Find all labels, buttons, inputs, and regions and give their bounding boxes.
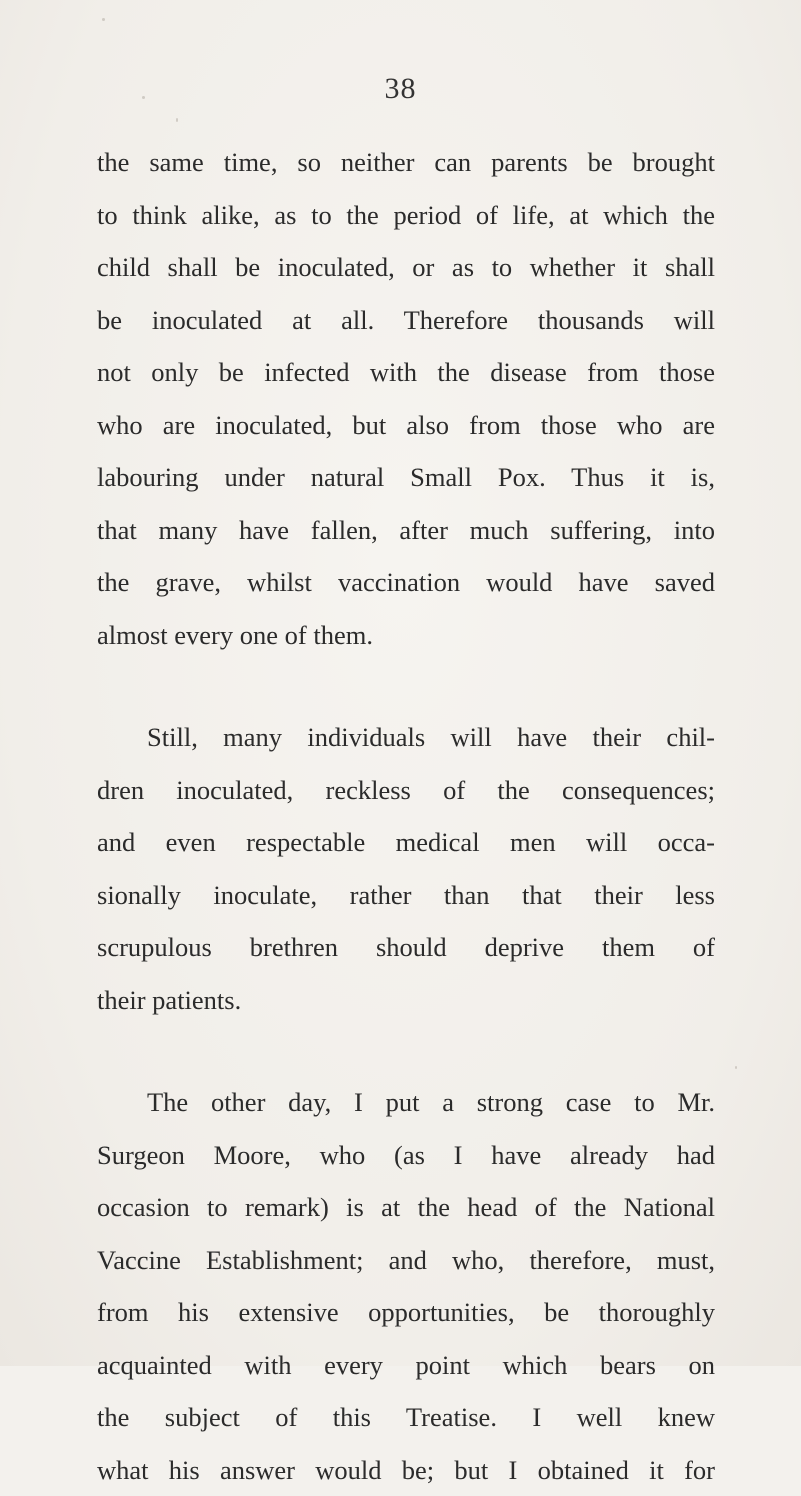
text-line: their patients.: [97, 974, 715, 1027]
text-line: occasion to remark) is at the head of the National: [97, 1181, 715, 1234]
paragraph-gap: [97, 661, 715, 711]
body-text: [97, 136, 715, 1496]
paper-speck: [142, 96, 145, 99]
text-line: and even respectable medical men will occa-: [97, 816, 715, 869]
text-line: dren inoculated, reckless of the consequences;: [97, 764, 715, 817]
paper-speck: [102, 18, 105, 21]
text-line: scrupulous brethren should deprive them of: [97, 921, 715, 974]
paragraph-3: [97, 1076, 715, 1496]
text-line: be inoculated at all. Therefore thousands will: [97, 294, 715, 347]
text-line: sionally inoculate, rather than that their less: [97, 869, 715, 922]
paragraph-2: [97, 711, 715, 1026]
text-line: from his extensive opportunities, be thoroughly: [97, 1286, 715, 1339]
text-line: the same time, so neither can parents be brought: [97, 136, 715, 189]
text-line: child shall be inoculated, or as to whether it shall: [97, 241, 715, 294]
text-line: what his answer would be; but I obtained it for: [97, 1444, 715, 1496]
page-number: 38: [0, 72, 801, 106]
paper-speck: [176, 118, 178, 122]
text-line: almost every one of them.: [97, 609, 715, 662]
text-line: labouring under natural Small Pox. Thus it is,: [97, 451, 715, 504]
text-line: who are inoculated, but also from those who are: [97, 399, 715, 452]
text-line: that many have fallen, after much suffering, into: [97, 504, 715, 557]
text-line: the subject of this Treatise. I well knew: [97, 1391, 715, 1444]
paper-speck: [735, 1066, 737, 1069]
paragraph-gap: [97, 1026, 715, 1076]
text-line: Still, many individuals will have their chil-: [97, 711, 715, 764]
text-line: to think alike, as to the period of life, at which the: [97, 189, 715, 242]
text-line: Surgeon Moore, who (as I have already had: [97, 1129, 715, 1182]
text-line: the grave, whilst vaccination would have saved: [97, 556, 715, 609]
text-line: acquainted with every point which bears on: [97, 1339, 715, 1392]
text-line: The other day, I put a strong case to Mr.: [97, 1076, 715, 1129]
text-line: Vaccine Establishment; and who, therefore, must,: [97, 1234, 715, 1287]
text-line: not only be infected with the disease from those: [97, 346, 715, 399]
paragraph-1: [97, 136, 715, 661]
